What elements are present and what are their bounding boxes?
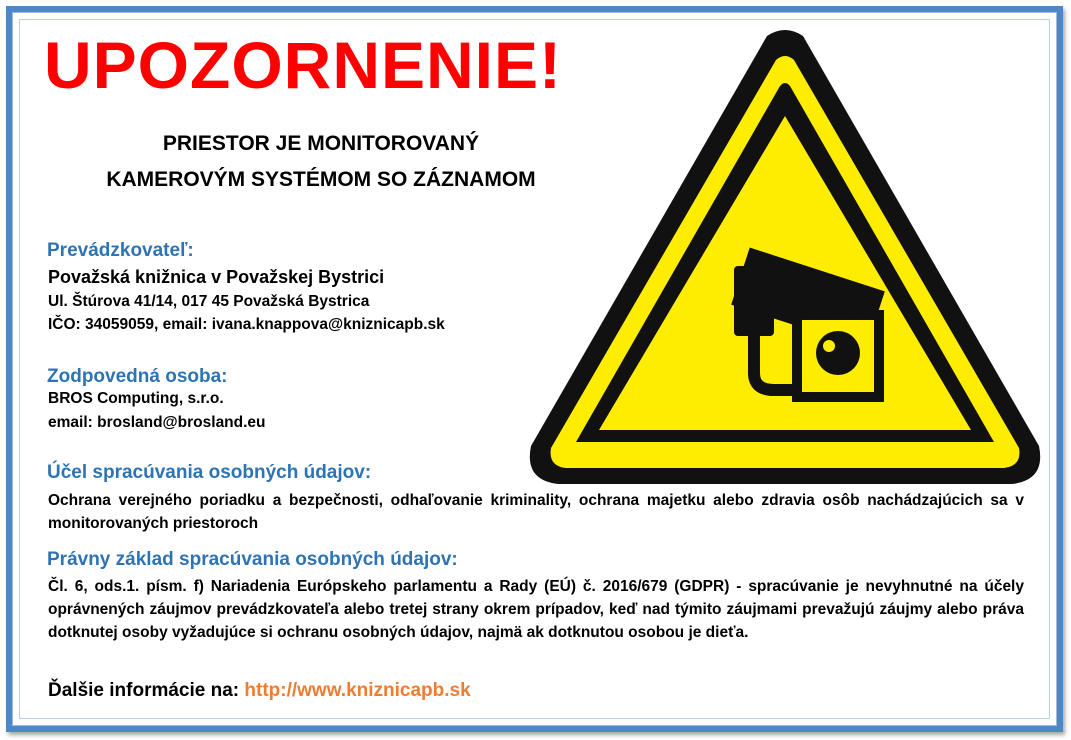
purpose-text: Ochrana verejného poriadku a bezpečnosti, odhaľovanie kriminality, ochrana majetku alebo zdravia osôb nachádzajúcich sa v monitorovaných priestoroch [48,492,1024,532]
operator-address: Ul. Štúrova 41/14, 017 45 Považská Bystrica [48,293,370,310]
operator-name: Považská knižnica v Považskej Bystrici [48,267,385,287]
footer-label: Ďalšie informácie na: [48,680,240,701]
website-link[interactable]: http://www.kniznicapb.sk [244,680,471,701]
legal-text: Čl. 6, ods.1. písm. f) Nariadenia Európskeho parlamentu a Rady (EÚ) č. 2016/679 (GDPR) - spracúvanie je nevyhnutné na účely oprávnených záujmov prevádzkovateľa alebo tretej strany okrem prípadov, keď nad týmito záujmami prevažujú záujmy alebo práva dotknutej osoby vyžadujúce si ochranu osobných údajov, najmä ak dotknutou osobou je dieťa. [48,578,1024,641]
purpose-heading: Účel spracúvania osobných údajov: [47,462,372,483]
subtitle-line-1: PRIESTOR JE MONITOROVANÝ [162,132,480,155]
responsible-name: BROS Computing, s.r.o. [48,390,224,407]
responsible-heading: Zodpovedná osoba: [47,366,228,387]
legal-heading: Právny základ spracúvania osobných údajov: [47,549,458,570]
footer-info [48,680,471,702]
operator-id-email: IČO: 34059059, email: ivana.knappova@kniznicapb.sk [48,316,445,333]
subtitle-line-2: KAMEROVÝM SYSTÉMOM SO ZÁZNAMOM [106,168,536,191]
headline: UPOZORNENIE! [44,28,563,102]
responsible-email: email: brosland@brosland.eu [48,414,266,431]
operator-heading: Prevádzkovateľ: [47,240,194,261]
cctv-camera-warning-icon [524,28,1046,488]
